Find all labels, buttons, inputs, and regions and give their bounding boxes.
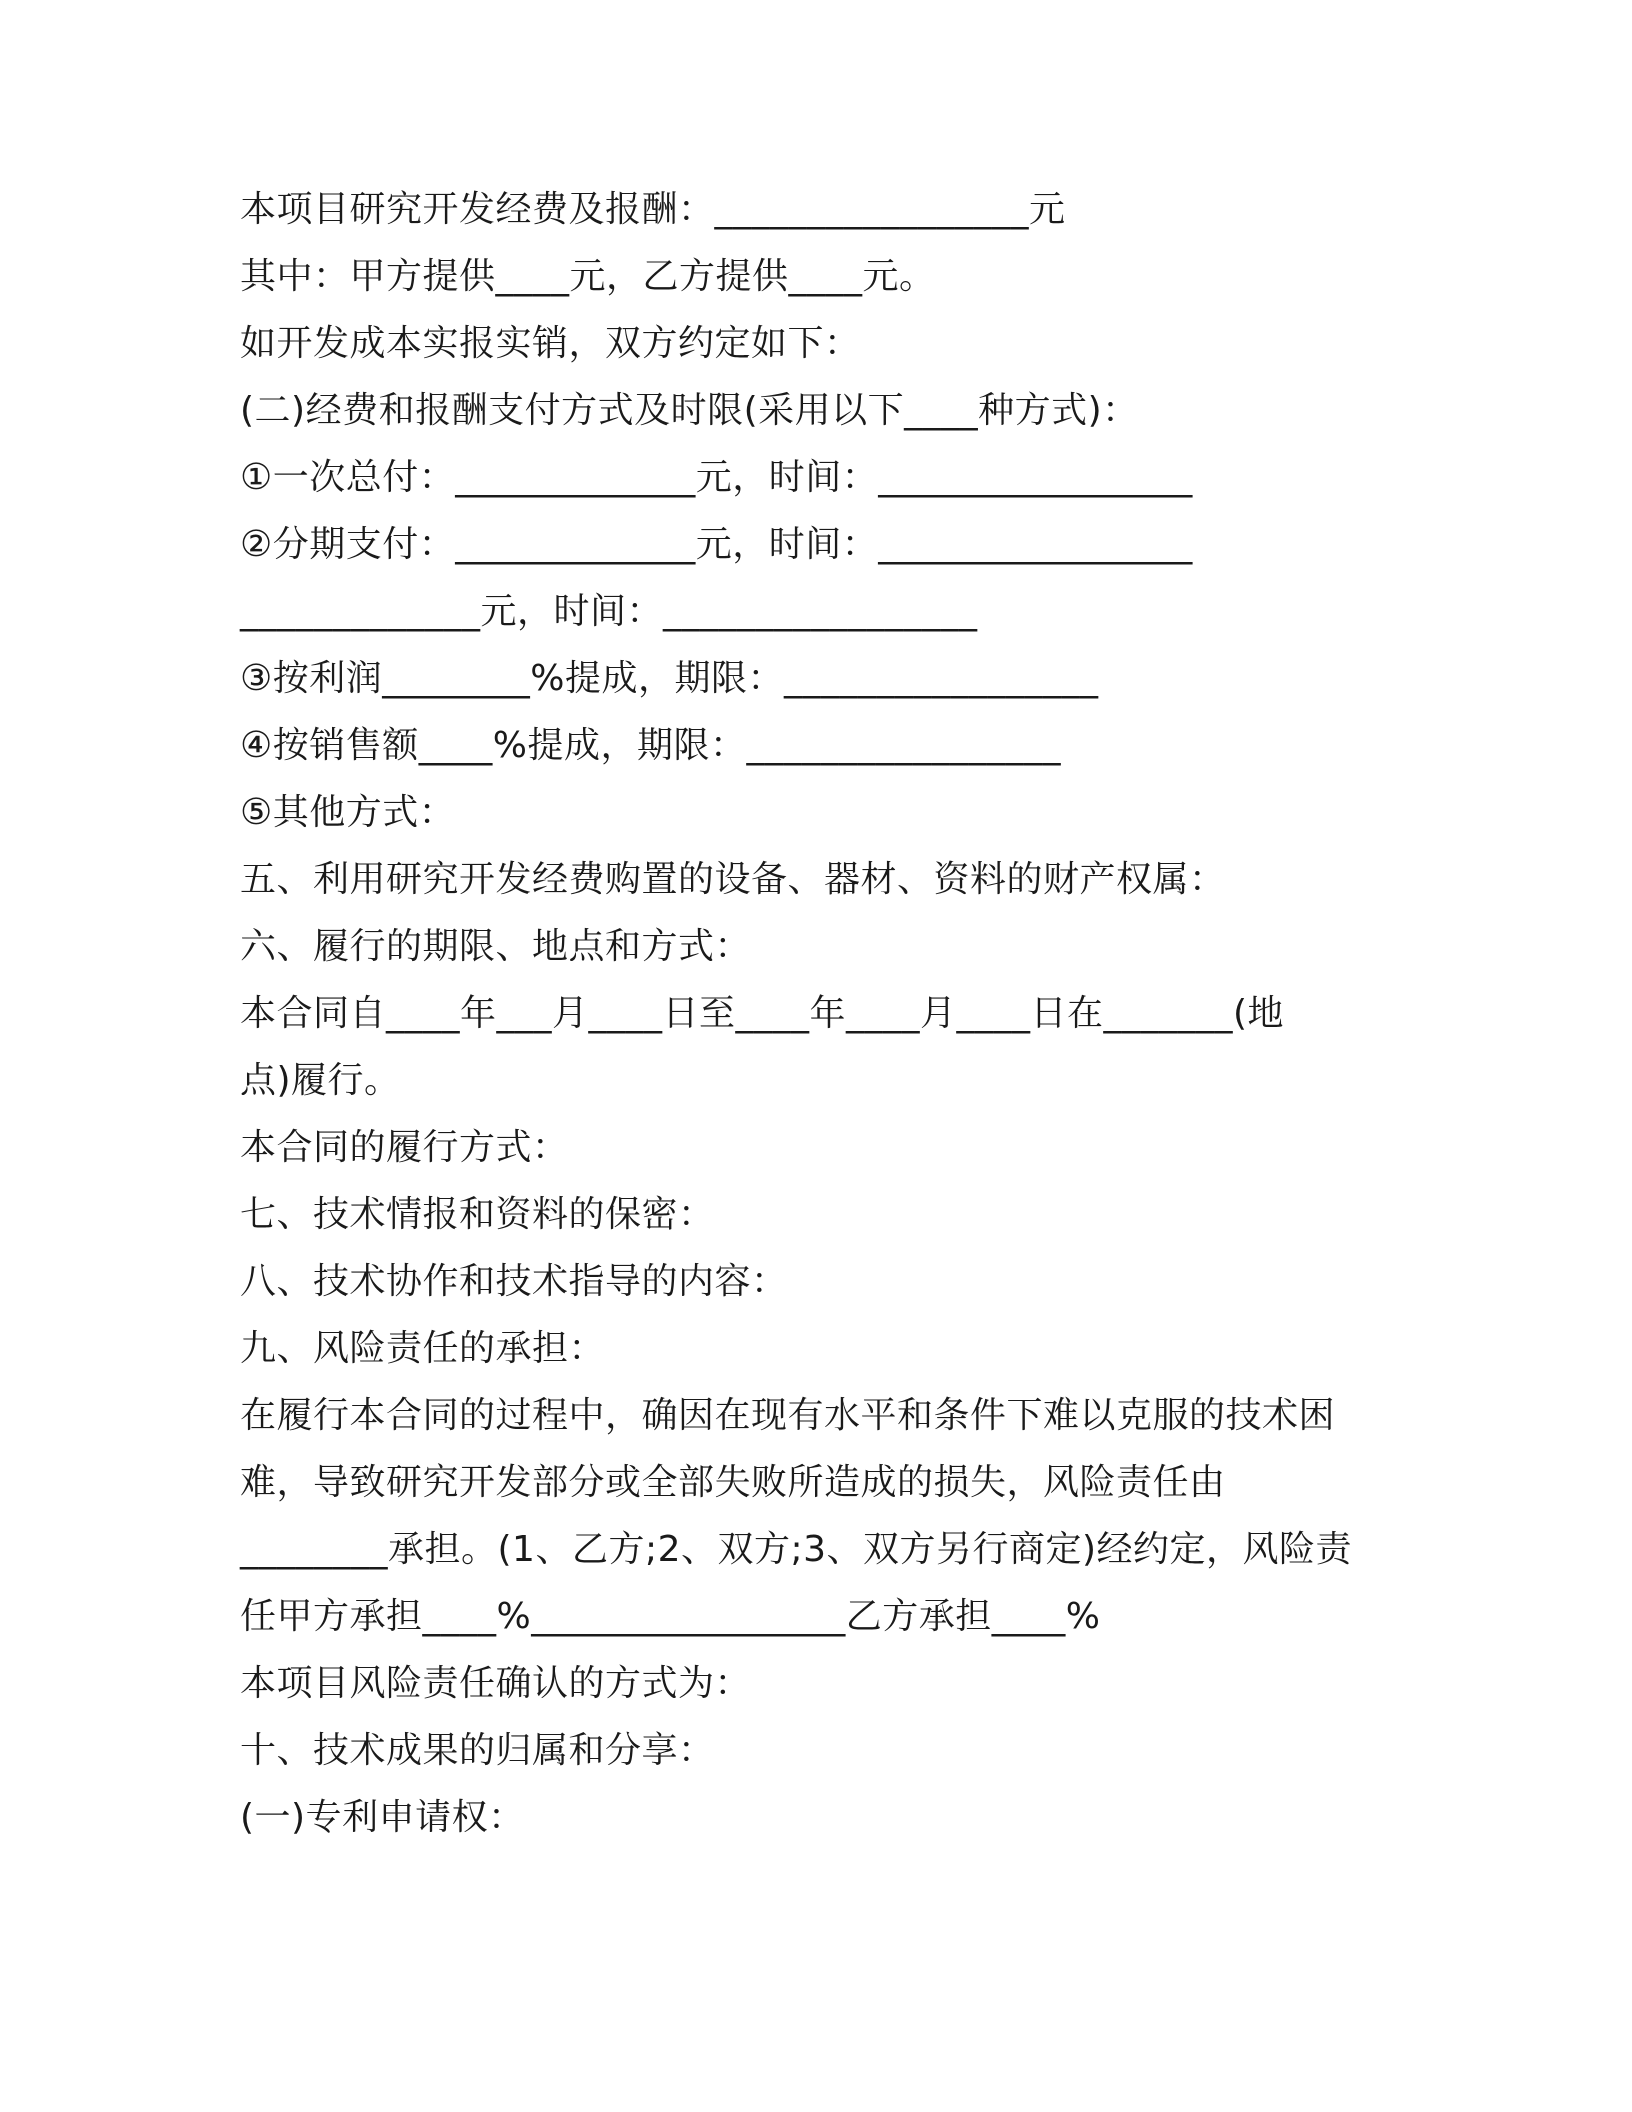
text-line: ①一次总付：_____________元，时间：_________________ [240, 457, 1193, 498]
text-line: 本项目风险责任确认的方式为： [240, 1663, 752, 1704]
text-line: 难，导致研究开发部分或全部失败所造成的损失，风险责任由 [240, 1462, 1226, 1503]
section-heading: 九、风险责任的承担： [240, 1328, 606, 1369]
text-line: (二)经费和报酬支付方式及时限(采用以下____种方式)： [240, 390, 1139, 431]
text-line: 点)履行。 [240, 1060, 401, 1101]
text-line: 如开发成本实报实销，双方约定如下： [240, 323, 861, 364]
text-line: ④按销售额____%提成，期限：_________________ [240, 725, 1061, 766]
document-body [240, 190, 1400, 1865]
text-line: ________承担。(1、乙方;2、双方;3、双方另行商定)经约定，风险责 [240, 1529, 1353, 1570]
text-line: 本合同自____年___月____日至____年____月____日在_______(地 [240, 993, 1285, 1034]
text-line: ③按利润________%提成，期限：_________________ [240, 658, 1099, 699]
subsection-heading: (一)专利申请权： [240, 1797, 525, 1838]
section-heading: 八、技术协作和技术指导的内容： [240, 1261, 788, 1302]
text-line: 本项目研究开发经费及报酬：_________________元 [240, 189, 1066, 230]
text-line: ②分期支付：_____________元，时间：_________________ [240, 524, 1193, 565]
text-line: 任甲方承担____%_________________乙方承担____% [240, 1596, 1101, 1637]
text-line: _____________元，时间：_________________ [240, 591, 978, 632]
text-line: 在履行本合同的过程中，确因在现有水平和条件下难以克服的技术困 [240, 1395, 1336, 1436]
section-heading: 五、利用研究开发经费购置的设备、器材、资料的财产权属： [240, 859, 1226, 900]
section-heading: 十、技术成果的归属和分享： [240, 1730, 715, 1771]
text-line: 其中：甲方提供____元，乙方提供____元。 [240, 256, 936, 297]
text-line: ⑤其他方式： [240, 792, 456, 833]
text-line: 本合同的履行方式： [240, 1127, 569, 1168]
section-heading: 七、技术情报和资料的保密： [240, 1194, 715, 1235]
section-heading: 六、履行的期限、地点和方式： [240, 926, 752, 967]
